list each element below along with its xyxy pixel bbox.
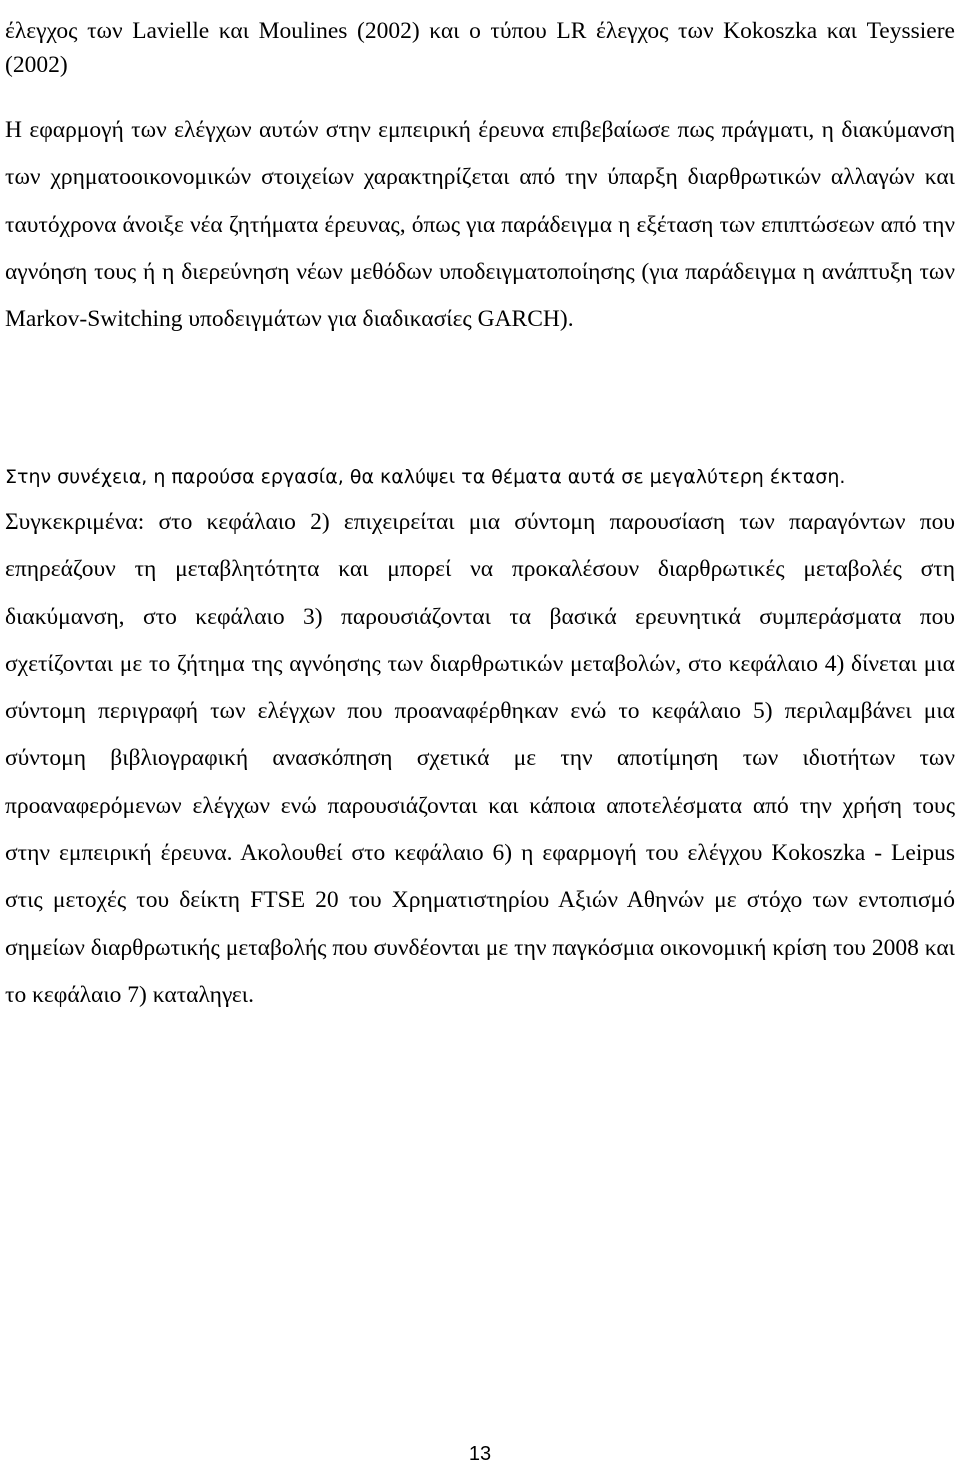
paragraph-empirical-research: Η εφαρμογή των ελέγχων αυτών στην εμπειρική έρευνα επιβεβαίωσε πως πράγματι, η διακύμανση των χρηματοοικονομικών στοιχείων χαρακτηρίζεται από την ύπαρξη διαρθρωτικών αλλαγών και ταυτόχρονα άνοιξε νέα ζητήματα έρευνας, όπως για παράδειγμα η εξέταση των επιπτώσεων από την αγνόηση τους ή η διερεύνηση νέων μεθόδων υποδειγματοποίησης (για παράδειγμα η ανάπτυξη των Markov-Switching υποδειγμάτων για διαδικασίες GARCH).: [5, 117, 955, 333]
paragraph-tests-continuation: έλεγχος των Lavielle και Moulines (2002) και ο τύπου LR έλεγχος των Kokoszka και Teyssiere (2002): [5, 18, 955, 78]
page-number: 13: [468, 1443, 492, 1465]
paragraph-thesis-scope: Στην συνέχεια, η παρούσα εργασία, θα καλύψει τα θέματα αυτά σε μεγαλύτερη έκταση.: [5, 466, 846, 488]
paragraph-chapter-outline: Συγκεκριμένα: στο κεφάλαιο 2) επιχειρείται μια σύντομη παρουσίαση των παραγόντων που επηρεάζουν τη μεταβλητότητα και μπορεί να προκαλέσουν διαρθρωτικές μεταβολές στη διακύμανση, στο κεφάλαιο 3) παρουσιάζονται τα βασικά ερευνητικά συμπεράσματα που σχετίζονται με το ζήτημα της αγνόησης των διαρθρωτικών μεταβολών, στο κεφάλαιο 4) δίνεται μια σύντομη περιγραφή των ελέγχων που προαναφέρθηκαν ενώ το κεφάλαιο 5) περιλαμβάνει μια σύντομη βιβλιογραφική ανασκόπηση σχετικά με την αποτίμηση των ιδιοτήτων των προαναφερόμενων ελέγχων ενώ παρουσιάζονται και κάποια αποτελέσματα από την χρήση τους στην εμπειρική έρευνα. Ακολουθεί στο κεφάλαιο 6) η εφαρμογή του ελέγχου Kokoszka - Leipus στις μετοχές του δείκτη FTSE 20 του Χρηματιστηρίου Αξιών Αθηνών με στόχο των εντοπισμό σημείων διαρθρωτικής μεταβολής που συνδέονται με την παγκόσμια οικονομική κρίση του 2008 και το κεφάλαιο 7) καταληγει.: [5, 509, 955, 1008]
